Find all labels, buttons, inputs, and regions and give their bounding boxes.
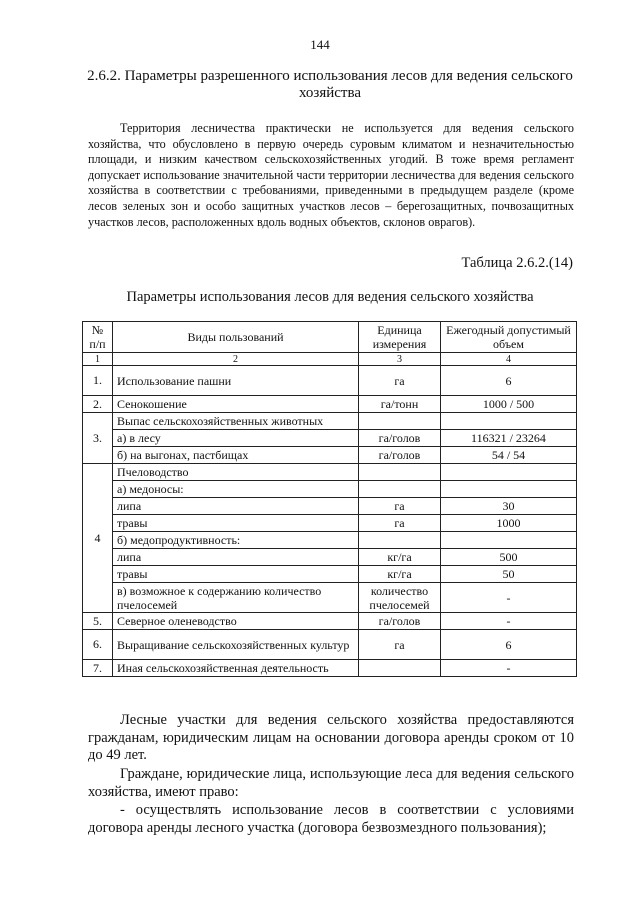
annual-volume-cell: -: [441, 613, 577, 630]
annual-volume-cell: 1000 / 500: [441, 396, 577, 413]
table-row: [83, 464, 577, 481]
usage-type-cell: а) в лесу: [113, 430, 359, 447]
annual-volume-cell: 500: [441, 549, 577, 566]
usage-type-cell: Иная сельскохозяйственная деятельность: [113, 660, 359, 677]
unit-cell: га: [359, 498, 441, 515]
unit-cell: [359, 413, 441, 430]
usage-type-cell: Выращивание сельскохозяйственных культур: [113, 630, 359, 660]
table-row: [83, 481, 577, 498]
unit-cell: [359, 660, 441, 677]
annual-volume-cell: -: [441, 583, 577, 613]
unit-cell: га/голов: [359, 447, 441, 464]
usage-type-cell: Пчеловодство: [113, 464, 359, 481]
header-usage-type: Виды пользований: [113, 322, 359, 353]
index-cell: 2: [113, 353, 359, 366]
index-cell: 4: [441, 353, 577, 366]
table-title: Параметры использования лесов для ведения сельского хозяйства: [126, 289, 534, 305]
closing-paragraph: Лесные участки для ведения сельского хозяйства предоставляются гражданам, юридическим лицам на основании договора аренды сроком от 10 до 49 лет.: [88, 712, 574, 763]
unit-cell: га/голов: [359, 430, 441, 447]
table-row: [83, 447, 577, 464]
intro-paragraph: Территория лесничества практически не используется для ведения сельского хозяйства, что обусловлено в первую очередь суровым климатом и незначительностью площади, и низким качеством сельскохозяйственных угодий. В тоже время регламент допускает использование значительной части территории лесничества для ведения сельского хозяйства в соответствии с требованиями, приведенными в предыдущем разделе (кроме лесов зеленых зон и особо защитных участков лесов – берегозащитных, почвозащитных участков лесов, расположенных вдоль водных объектов, склонов оврагов).: [88, 121, 574, 229]
usage-type-cell: б) на выгонах, пастбищах: [113, 447, 359, 464]
table-header-row: [83, 322, 577, 353]
annual-volume-cell: -: [441, 660, 577, 677]
usage-type-cell: травы: [113, 566, 359, 583]
usage-type-cell: липа: [113, 549, 359, 566]
usage-type-cell: Использование пашни: [113, 366, 359, 396]
table-row: [83, 583, 577, 613]
annual-volume-cell: 54 / 54: [441, 447, 577, 464]
table-row: [83, 430, 577, 447]
closing-paragraph: Граждане, юридические лица, использующие леса для ведения сельского хозяйства, имеют право:: [88, 766, 574, 800]
unit-cell: га/голов: [359, 613, 441, 630]
usage-type-cell: в) возможное к содержанию количество пчелосемей: [113, 583, 359, 613]
index-cell: 3: [359, 353, 441, 366]
annual-volume-cell: [441, 413, 577, 430]
annual-volume-cell: 6: [441, 630, 577, 660]
table-index-row: [83, 353, 577, 366]
usage-type-cell: б) медопродуктивность:: [113, 532, 359, 549]
unit-cell: га: [359, 366, 441, 396]
annual-volume-cell: [441, 481, 577, 498]
row-number: 5.: [83, 613, 113, 630]
unit-cell: количество пчелосемей: [359, 583, 441, 613]
annual-volume-cell: 30: [441, 498, 577, 515]
table-reference: Таблица 2.6.2.(14): [461, 255, 573, 271]
parameters-table: [82, 321, 577, 677]
usage-type-cell: а) медоносы:: [113, 481, 359, 498]
row-number: 7.: [83, 660, 113, 677]
usage-type-cell: Выпас сельскохозяйственных животных: [113, 413, 359, 430]
annual-volume-cell: 1000: [441, 515, 577, 532]
page-number: 144: [310, 37, 330, 52]
table-row: [83, 532, 577, 549]
usage-type-cell: травы: [113, 515, 359, 532]
unit-cell: га: [359, 630, 441, 660]
table-row: [83, 660, 577, 677]
table-row: [83, 549, 577, 566]
table-row: [83, 366, 577, 396]
section-title: 2.6.2. Параметры разрешенного использования лесов для ведения сельского хозяйства: [87, 68, 573, 101]
table-row: [83, 413, 577, 430]
annual-volume-cell: 50: [441, 566, 577, 583]
unit-cell: [359, 464, 441, 481]
unit-cell: кг/га: [359, 549, 441, 566]
header-unit: Единица измерения: [359, 322, 441, 353]
row-number: 3.: [83, 413, 113, 464]
row-number: 4: [83, 464, 113, 613]
usage-type-cell: липа: [113, 498, 359, 515]
unit-cell: кг/га: [359, 566, 441, 583]
table-row: [83, 613, 577, 630]
table-row: [83, 566, 577, 583]
header-annual-volume: Ежегодный допустимый объем: [441, 322, 577, 353]
annual-volume-cell: 6: [441, 366, 577, 396]
annual-volume-cell: [441, 464, 577, 481]
usage-type-cell: Северное оленеводство: [113, 613, 359, 630]
unit-cell: га: [359, 515, 441, 532]
annual-volume-cell: [441, 532, 577, 549]
unit-cell: га/тонн: [359, 396, 441, 413]
row-number: 1.: [83, 366, 113, 396]
row-number: 6.: [83, 630, 113, 660]
index-cell: 1: [83, 353, 113, 366]
table-row: [83, 396, 577, 413]
table-row: [83, 498, 577, 515]
row-number: 2.: [83, 396, 113, 413]
usage-type-cell: Сенокошение: [113, 396, 359, 413]
unit-cell: [359, 481, 441, 498]
closing-paragraph: - осуществлять использование лесов в соответствии с условиями договора аренды лесного участка (договора безвозмездного пользования);: [88, 802, 574, 836]
unit-cell: [359, 532, 441, 549]
annual-volume-cell: 116321 / 23264: [441, 430, 577, 447]
header-number: № п/п: [83, 322, 113, 353]
table-row: [83, 630, 577, 660]
table-row: [83, 515, 577, 532]
